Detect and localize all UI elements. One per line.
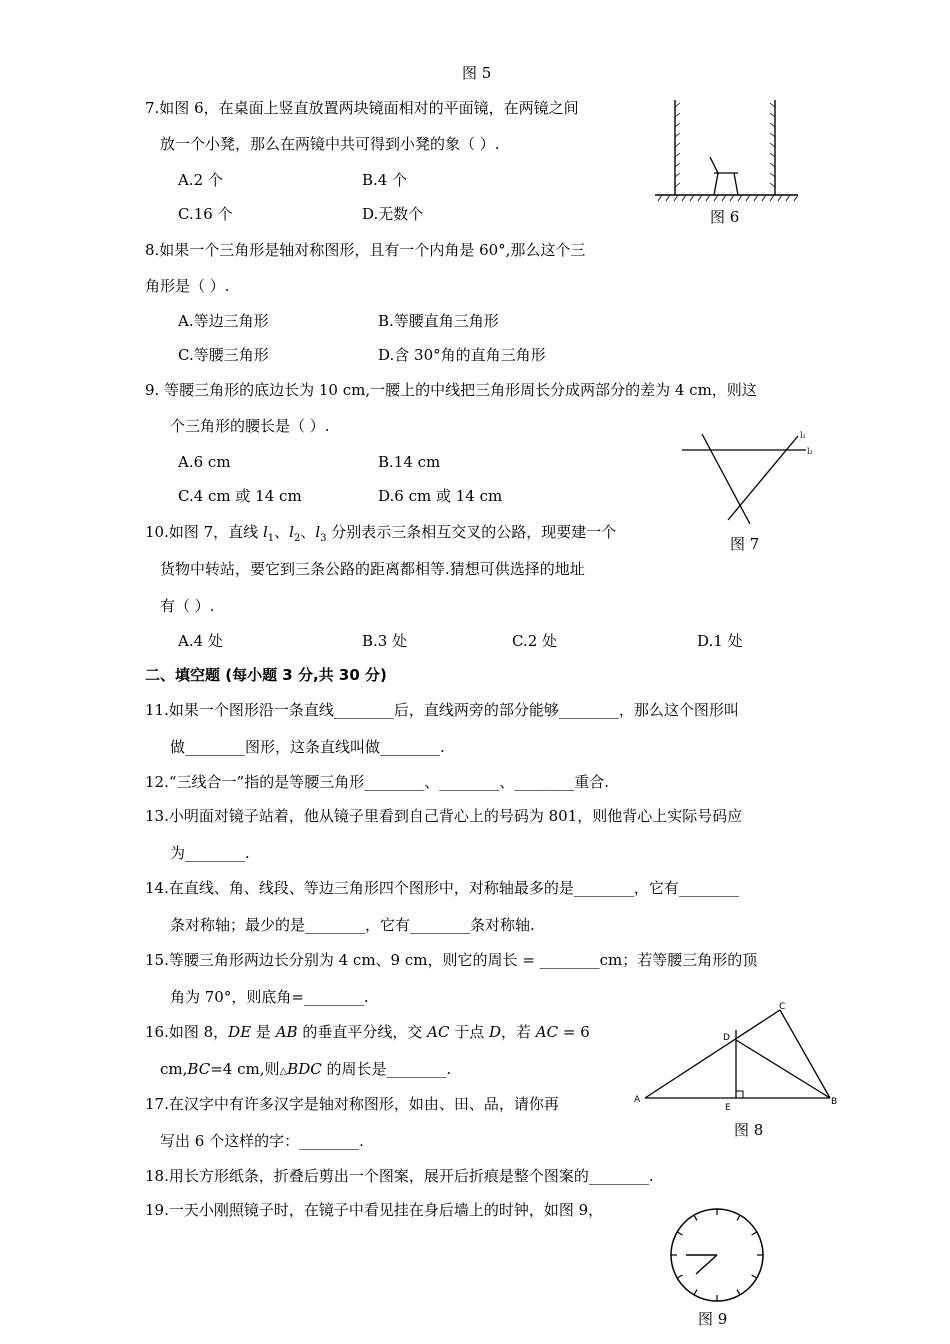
q14-line2: 条对称轴；最少的是________，它有________条对称轴. <box>170 916 535 934</box>
q10-option-d: D.1 处 <box>697 632 743 650</box>
q19-line1: 19.一天小刚照镜子时，在镜子中看见挂在身后墙上的时钟，如图 9， <box>145 1201 604 1219</box>
clock-hour-hand <box>696 1255 717 1274</box>
q13-line1: 13.小明面对镜子站着，他从镜子里看到自己背心上的号码为 801，则他背心上实际号码应 <box>145 807 743 825</box>
fig7-caption: 图 7 <box>730 535 760 553</box>
q10-option-a: A.4 处 <box>178 632 223 650</box>
q16-line2: cm,BC=4 cm,则△BDC 的周长是________. <box>160 1060 452 1078</box>
fig9-caption: 图 9 <box>698 1310 728 1328</box>
figure-8-triangle <box>630 1000 850 1120</box>
q18-line1: 18.用长方形纸条，折叠后剪出一个图案，展开后折痕是整个图案的________. <box>145 1167 654 1185</box>
fig7-label-l2: l₂ <box>807 447 813 456</box>
q17-line2: 写出 6 个这样的字：________. <box>160 1132 364 1150</box>
q7-option-a: A.2 个 <box>178 171 223 189</box>
q8-option-a: A.等边三角形 <box>178 312 269 330</box>
fig8-point-c: C <box>779 1002 786 1012</box>
q7-option-c: C.16 个 <box>178 205 233 223</box>
q7-line1: 7.如图 6，在桌面上竖直放置两块镜面相对的平面镜，在两镜之间 <box>145 99 579 117</box>
q14-line1: 14.在直线、角、线段、等边三角形四个图形中，对称轴最多的是________，它有________ <box>145 879 739 897</box>
fig8-caption: 图 8 <box>734 1121 764 1139</box>
q10-line2: 货物中转站，要它到三条公路的距离都相等.猜想可供选择的地址 <box>160 560 585 578</box>
figure-7-lines <box>680 428 820 528</box>
q17-line1: 17.在汉字中有许多汉字是轴对称图形，如由、田、品，请你再 <box>145 1095 559 1113</box>
fig8-point-d: D <box>723 1033 730 1043</box>
q11-line1: 11.如果一个图形沿一条直线________后，直线两旁的部分能够________，那么这个图形叫 <box>145 701 739 719</box>
q10-option-c: C.2 处 <box>512 632 558 650</box>
fig7-label-l1: l₁ <box>800 431 806 440</box>
figure-9-clock <box>668 1206 766 1304</box>
q9-line1: 9. 等腰三角形的底边长为 10 cm,一腰上的中线把三角形周长分成两部分的差为 4 cm，则这 <box>145 381 757 399</box>
q10-line1: 10.如图 7，直线 $l_1$、$l_2$、$l_3$ 分别表示三条相互交叉的公路，现要建一个 <box>145 523 617 544</box>
q11-line2: 做________图形，这条直线叫做________. <box>170 738 445 756</box>
q9-option-a: A.6 cm <box>178 453 231 471</box>
figure-6-mirrors <box>650 95 810 205</box>
q8-option-c: C.等腰三角形 <box>178 346 269 364</box>
fig8-point-e: E <box>725 1103 731 1113</box>
fig6-caption: 图 6 <box>710 208 740 226</box>
q12-line1: 12.“三线合一”指的是等腰三角形________、________、________重合. <box>145 773 609 791</box>
q10-option-b: B.3 处 <box>362 632 408 650</box>
q7-line2: 放一个小凳，那么在两镜中共可得到小凳的象（ ）. <box>160 135 500 153</box>
q15-line2: 角为 70°，则底角=________. <box>170 988 369 1006</box>
q8-line2: 角形是（ ）. <box>145 277 230 295</box>
q7-option-b: B.4 个 <box>362 171 408 189</box>
q9-option-d: D.6 cm 或 14 cm <box>378 487 503 505</box>
fig8-point-b: B <box>831 1097 838 1107</box>
q15-line1: 15.等腰三角形两边长分别为 4 cm、9 cm，则它的周长 = ________cm；若等腰三角形的顶 <box>145 951 758 969</box>
fig5-caption: 图 5 <box>462 64 492 82</box>
section-2-title: 二、填空题 (每小题 3 分,共 30 分) <box>145 666 387 684</box>
q8-option-d: D.含 30°角的直角三角形 <box>378 346 546 364</box>
q10-line3: 有（ ）. <box>160 597 215 615</box>
q13-line2: 为________. <box>170 844 250 862</box>
q7-option-d: D.无数个 <box>362 205 424 223</box>
q8-line1: 8.如果一个三角形是轴对称图形，且有一个内角是 60°,那么这个三 <box>145 241 586 259</box>
stool-icon <box>710 157 738 195</box>
q16-line1: 16.如图 8，DE 是 AB 的垂直平分线，交 AC 于点 D，若 AC = 6 <box>145 1023 590 1041</box>
fig8-point-a: A <box>634 1095 641 1105</box>
q9-option-b: B.14 cm <box>378 453 441 471</box>
q9-line2: 个三角形的腰长是（ ）. <box>170 417 330 435</box>
q8-option-b: B.等腰直角三角形 <box>378 312 499 330</box>
q9-option-c: C.4 cm 或 14 cm <box>178 487 302 505</box>
